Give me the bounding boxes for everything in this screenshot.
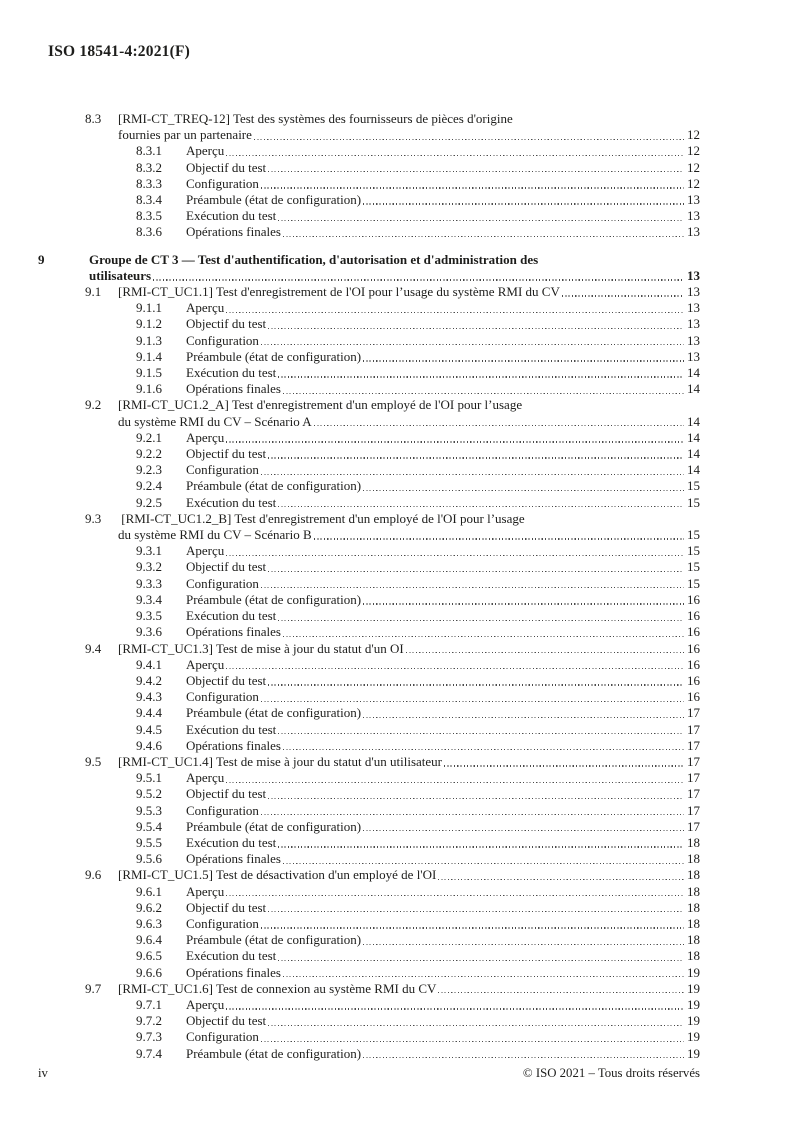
toc-entry-title: Opérations finales <box>186 624 281 640</box>
toc-entry-page-number: 18 <box>687 915 700 931</box>
dot-leader <box>314 425 684 426</box>
toc-entry-number: 9.3 <box>85 510 102 526</box>
toc-entry-number: 9.7.1 <box>136 996 162 1012</box>
toc-entry-9.6[interactable] <box>38 867 700 883</box>
toc-entry-title: Groupe de CT 3 — Test d'authentification, d'autorisation et d'administration des <box>89 251 539 267</box>
toc-entry-page-number: 17 <box>687 818 700 834</box>
toc-entry-9.3[interactable] <box>38 511 700 527</box>
toc-entry-9.2.2[interactable] <box>38 446 700 462</box>
toc-entry-9.1.1[interactable] <box>38 300 700 316</box>
toc-entry-number: 9.4.2 <box>136 672 162 688</box>
toc-entry-number: 9.3.1 <box>136 543 162 559</box>
toc-entry-page-number: 14 <box>687 429 700 445</box>
toc-entry-number: 9.5.1 <box>136 770 162 786</box>
toc-entry-9.3.4[interactable] <box>38 592 700 608</box>
dot-leader <box>283 749 684 750</box>
toc-entry-9.1.3[interactable] <box>38 333 700 349</box>
toc-entry-title: [RMI-CT_UC1.6] Test de connexion au système RMI du CV <box>118 980 437 996</box>
toc-entry-page-number: 12 <box>687 127 700 143</box>
toc-entry-page-number: 16 <box>687 591 700 607</box>
toc-entry-number: 9.7 <box>85 980 102 996</box>
toc-entry-9.5.6[interactable] <box>38 851 700 867</box>
toc-entry-9.4[interactable] <box>38 641 700 657</box>
toc-entry-number: 9 <box>38 251 45 267</box>
toc-entry-9.5.4[interactable] <box>38 819 700 835</box>
dot-leader <box>226 668 684 669</box>
toc-entry-8.3.1[interactable] <box>38 143 700 159</box>
dot-leader <box>278 846 684 847</box>
toc-entry-number: 9.5.4 <box>136 818 162 834</box>
toc-entry-title: Configuration <box>186 175 259 191</box>
toc-entry-page-number: 16 <box>687 672 700 688</box>
toc-entry-number: 8.3.5 <box>136 208 162 224</box>
toc-entry-page-number: 13 <box>687 224 700 240</box>
toc-entry-page-number: 18 <box>687 899 700 915</box>
toc-entry-9.4.2[interactable] <box>38 673 700 689</box>
toc-entry-page-number: 15 <box>687 527 700 543</box>
toc-entry-page-number: 16 <box>687 640 700 656</box>
toc-entry-9.2-cont[interactable] <box>38 414 700 430</box>
toc-entry-number: 9.1.1 <box>136 300 162 316</box>
toc-entry-title: Configuration <box>186 689 259 705</box>
toc-entry-number: 9.1.6 <box>136 381 162 397</box>
page-footer <box>38 1066 700 1081</box>
toc-entry-number: 9.2.1 <box>136 429 162 445</box>
toc-entry-title: Exécution du test <box>186 948 277 964</box>
toc-entry-page-number: 16 <box>687 624 700 640</box>
toc-entry-title: [RMI-CT_UC1.2_B] Test d'enregistrement d'un employé de l'OI pour l’usage <box>118 510 525 526</box>
toc-entry-9.4.6[interactable] <box>38 738 700 754</box>
toc-entry-title: Exécution du test <box>186 494 277 510</box>
dot-leader <box>278 220 684 221</box>
toc-entry-number: 9.2 <box>85 397 102 413</box>
toc-entry-9.4.4[interactable] <box>38 705 700 721</box>
toc-entry-title: Objectif du test <box>186 159 267 175</box>
toc-entry-8.3.3[interactable] <box>38 176 700 192</box>
toc-entry-9.5.3[interactable] <box>38 803 700 819</box>
toc-entry-number: 9.6.6 <box>136 964 162 980</box>
toc-entry-title: Préambule (état de configuration) <box>186 192 362 208</box>
toc-entry-number: 9.3.5 <box>136 608 162 624</box>
toc-entry-page-number: 13 <box>687 267 700 283</box>
toc-entry-page-number: 17 <box>687 737 700 753</box>
dot-leader <box>278 960 684 961</box>
toc-entry-title: Exécution du test <box>186 208 277 224</box>
toc-entry-title: du système RMI du CV – Scénario A <box>118 413 312 429</box>
toc-entry-9.1.6[interactable] <box>38 381 700 397</box>
toc-entry-page-number: 18 <box>687 867 700 883</box>
toc-entry-number: 8.3.3 <box>136 175 162 191</box>
toc-entry-number: 9.7.4 <box>136 1045 162 1061</box>
toc-entry-9.7.4[interactable] <box>38 1046 700 1062</box>
toc-entry-9.4.3[interactable] <box>38 689 700 705</box>
toc-entry-title: Objectif du test <box>186 559 267 575</box>
toc-entry-9.7[interactable] <box>38 981 700 997</box>
toc-entry-page-number: 12 <box>687 175 700 191</box>
dot-leader <box>515 122 697 123</box>
toc-entry-number: 9.6.1 <box>136 883 162 899</box>
toc-entry-title: fournies par un partenaire <box>118 127 252 143</box>
dot-leader <box>283 636 684 637</box>
dot-leader <box>261 187 684 188</box>
toc-entry-page-number: 18 <box>687 948 700 964</box>
toc-entry-title: Objectif du test <box>186 446 267 462</box>
toc-entry-title: Opérations finales <box>186 737 281 753</box>
toc-entry-9.2.5[interactable] <box>38 495 700 511</box>
toc-entry-title: Préambule (état de configuration) <box>186 478 362 494</box>
dot-leader <box>226 441 684 442</box>
toc-entry-page-number: 17 <box>687 802 700 818</box>
dot-leader <box>268 457 684 458</box>
dot-leader <box>268 684 684 685</box>
toc-entry-page-number: 13 <box>687 348 700 364</box>
dot-leader <box>438 992 684 993</box>
dot-leader <box>268 1025 684 1026</box>
toc-entry-9.2.1[interactable] <box>38 430 700 446</box>
toc-entry-title: Exécution du test <box>186 365 277 381</box>
toc-entry-title: [RMI-CT_UC1.1] Test d'enregistrement de l'OI pour l’usage du système RMI du CV <box>118 284 560 300</box>
toc-entry-9.6.6[interactable] <box>38 965 700 981</box>
toc-entry-number: 9.1.2 <box>136 316 162 332</box>
toc-entry-title: Configuration <box>186 575 259 591</box>
toc-entry-title: Préambule (état de configuration) <box>186 591 362 607</box>
toc-entry-9.7.2[interactable] <box>38 1013 700 1029</box>
dot-leader <box>283 236 684 237</box>
toc-entry-8.3.4[interactable] <box>38 192 700 208</box>
toc-entry-9.6.1[interactable] <box>38 884 700 900</box>
dot-leader <box>268 798 684 799</box>
toc-entry-number: 9.6.3 <box>136 915 162 931</box>
toc-entry-page-number: 19 <box>687 980 700 996</box>
toc-entry-page-number: 17 <box>687 786 700 802</box>
toc-entry-8.3.6[interactable] <box>38 224 700 240</box>
toc-entry-page-number: 18 <box>687 932 700 948</box>
toc-entry-title: Opérations finales <box>186 381 281 397</box>
dot-leader <box>562 295 684 296</box>
toc-entry-9.2[interactable] <box>38 397 700 413</box>
toc-entry-page-number: 13 <box>687 284 700 300</box>
toc-entry-number: 8.3.2 <box>136 159 162 175</box>
toc-entry-9.4.1[interactable] <box>38 657 700 673</box>
toc-entry-title: Opérations finales <box>186 851 281 867</box>
dot-leader <box>268 328 684 329</box>
toc-entry-page-number: 17 <box>687 721 700 737</box>
dot-leader <box>524 409 697 410</box>
toc-entry-number: 9.2.2 <box>136 446 162 462</box>
toc-entry-page-number: 18 <box>687 851 700 867</box>
toc-entry-page-number: 14 <box>687 365 700 381</box>
dot-leader <box>261 344 684 345</box>
dot-leader <box>363 944 684 945</box>
dot-leader <box>261 927 684 928</box>
copyright-notice: © ISO 2021 – Tous droits réservés <box>522 1066 700 1080</box>
toc-entry-number: 9.4.1 <box>136 656 162 672</box>
toc-entry-title: Préambule (état de configuration) <box>186 1045 362 1061</box>
toc-entry-number: 9.6 <box>85 867 102 883</box>
toc-entry-9-cont[interactable] <box>38 268 700 284</box>
toc-entry-title: Opérations finales <box>186 964 281 980</box>
toc-entry-9.3.2[interactable] <box>38 559 700 575</box>
toc-entry-number: 8.3 <box>85 111 102 126</box>
toc-entry-title: [RMI-CT_UC1.2_A] Test d'enregistrement d'un employé de l'OI pour l’usage <box>118 397 523 413</box>
toc-entry-number: 9.1.3 <box>136 332 162 348</box>
dot-leader <box>254 139 684 140</box>
toc-entry-9.6.3[interactable] <box>38 916 700 932</box>
toc-entry-page-number: 12 <box>687 159 700 175</box>
toc-entry-title: Objectif du test <box>186 1013 267 1029</box>
toc-entry-page-number: 15 <box>687 494 700 510</box>
dot-leader <box>314 538 684 539</box>
toc-entry-page-number: 18 <box>687 883 700 899</box>
toc-entry-number: 9.4 <box>85 640 102 656</box>
toc-entry-9.3.1[interactable] <box>38 543 700 559</box>
dot-leader <box>278 506 684 507</box>
toc-entry-title: Aperçu <box>186 883 225 899</box>
toc-entry-title: Aperçu <box>186 996 225 1012</box>
toc-entry-page-number: 19 <box>687 1029 700 1045</box>
page-number-roman: iv <box>38 1066 48 1080</box>
toc-entry-page-number: 17 <box>687 770 700 786</box>
toc-entry-page-number: 19 <box>687 964 700 980</box>
toc-entry-number: 9.6.5 <box>136 948 162 964</box>
toc-entry-title: Aperçu <box>186 770 225 786</box>
document-reference: ISO 18541-4:2021(F) <box>48 43 190 60</box>
toc-entry-9.1.2[interactable] <box>38 316 700 332</box>
dot-leader <box>226 895 684 896</box>
toc-entry-title: Exécution du test <box>186 834 277 850</box>
table-of-contents <box>38 111 700 1062</box>
toc-entry-title: Aperçu <box>186 143 225 159</box>
toc-entry-page-number: 19 <box>687 996 700 1012</box>
toc-entry-9.3.3[interactable] <box>38 576 700 592</box>
dot-leader <box>444 765 684 766</box>
toc-entry-number: 9.4.6 <box>136 737 162 753</box>
dot-leader <box>261 814 684 815</box>
toc-entry-9.5.1[interactable] <box>38 770 700 786</box>
toc-entry-page-number: 16 <box>687 689 700 705</box>
toc-entry-title: Objectif du test <box>186 672 267 688</box>
dot-leader <box>283 393 684 394</box>
dot-leader <box>283 976 684 977</box>
toc-entry-number: 9.4.3 <box>136 689 162 705</box>
toc-entry-title: [RMI-CT_UC1.5] Test de désactivation d'un employé de l'OI <box>118 867 437 883</box>
toc-entry-number: 9.7.2 <box>136 1013 162 1029</box>
toc-entry-8.3-cont[interactable] <box>38 127 700 143</box>
toc-entry-9[interactable] <box>38 252 700 268</box>
toc-entry-9.6.2[interactable] <box>38 900 700 916</box>
toc-entry-page-number: 15 <box>687 559 700 575</box>
toc-entry-title: Configuration <box>186 332 259 348</box>
toc-entry-9.6.5[interactable] <box>38 948 700 964</box>
toc-entry-title: Opérations finales <box>186 224 281 240</box>
toc-entry-9.7.1[interactable] <box>38 997 700 1013</box>
toc-entry-number: 9.5.6 <box>136 851 162 867</box>
toc-entry-page-number: 19 <box>687 1045 700 1061</box>
dot-leader <box>226 782 684 783</box>
dot-leader <box>261 701 684 702</box>
dot-leader <box>283 863 684 864</box>
dot-leader <box>406 652 684 653</box>
toc-entry-title: Configuration <box>186 462 259 478</box>
toc-entry-number: 9.4.4 <box>136 705 162 721</box>
dot-leader <box>226 312 684 313</box>
toc-entry-page-number: 12 <box>687 143 700 159</box>
toc-entry-page-number: 18 <box>687 834 700 850</box>
dot-leader <box>261 1041 684 1042</box>
toc-entry-9.1.5[interactable] <box>38 365 700 381</box>
toc-entry-number: 8.3.4 <box>136 192 162 208</box>
toc-entry-page-number: 14 <box>687 413 700 429</box>
toc-entry-title: Préambule (état de configuration) <box>186 932 362 948</box>
dot-leader <box>268 571 684 572</box>
toc-entry-page-number: 14 <box>687 462 700 478</box>
toc-entry-8.3.5[interactable] <box>38 208 700 224</box>
toc-entry-title: Aperçu <box>186 656 225 672</box>
toc-entry-page-number: 17 <box>687 753 700 769</box>
toc-entry-number: 9.3.6 <box>136 624 162 640</box>
toc-entry-9.5.2[interactable] <box>38 786 700 802</box>
toc-entry-number: 9.5 <box>85 753 102 769</box>
toc-entry-number: 9.5.5 <box>136 834 162 850</box>
dot-leader <box>261 587 684 588</box>
toc-entry-9.2.3[interactable] <box>38 462 700 478</box>
toc-entry-number: 9.5.3 <box>136 802 162 818</box>
dot-leader <box>363 360 684 361</box>
dot-leader <box>438 879 684 880</box>
toc-entry-number: 9.6.2 <box>136 899 162 915</box>
dot-leader <box>363 203 684 204</box>
dot-leader <box>261 474 684 475</box>
toc-entry-9.4.5[interactable] <box>38 722 700 738</box>
toc-entry-8.3[interactable] <box>38 111 700 127</box>
dot-leader <box>153 279 684 280</box>
toc-entry-title: Aperçu <box>186 429 225 445</box>
dot-leader <box>268 171 684 172</box>
dot-leader <box>363 717 684 718</box>
dot-leader <box>226 555 684 556</box>
toc-entry-page-number: 14 <box>687 446 700 462</box>
toc-entry-page-number: 13 <box>687 300 700 316</box>
toc-entry-number: 8.3.1 <box>136 143 162 159</box>
dot-leader <box>278 620 684 621</box>
toc-entry-number: 9.2.4 <box>136 478 162 494</box>
toc-entry-number: 9.1.5 <box>136 365 162 381</box>
toc-entry-number: 9.4.5 <box>136 721 162 737</box>
toc-entry-title: Exécution du test <box>186 608 277 624</box>
toc-entry-9.1.4[interactable] <box>38 349 700 365</box>
toc-entry-title: du système RMI du CV – Scénario B <box>118 527 312 543</box>
toc-entry-9.2.4[interactable] <box>38 478 700 494</box>
dot-leader <box>363 490 684 491</box>
dot-leader <box>278 376 684 377</box>
toc-entry-number: 9.5.2 <box>136 786 162 802</box>
toc-entry-title: Aperçu <box>186 300 225 316</box>
toc-entry-number: 9.2.5 <box>136 494 162 510</box>
dot-leader <box>527 522 697 523</box>
toc-entry-number: 9.1.4 <box>136 348 162 364</box>
toc-entry-title: Configuration <box>186 1029 259 1045</box>
toc-entry-title: Aperçu <box>186 543 225 559</box>
toc-entry-9.7.3[interactable] <box>38 1029 700 1045</box>
toc-entry-title: [RMI-CT_TREQ-12] Test des systèmes des fournisseurs de pièces d'origine <box>118 111 513 126</box>
toc-entry-9.3.6[interactable] <box>38 624 700 640</box>
toc-entry-9.1[interactable] <box>38 284 700 300</box>
toc-entry-number: 8.3.6 <box>136 224 162 240</box>
toc-entry-page-number: 13 <box>687 208 700 224</box>
toc-entry-number: 9.6.4 <box>136 932 162 948</box>
dot-leader <box>540 263 697 264</box>
toc-entry-title: [RMI-CT_UC1.3] Test de mise à jour du statut d'un OI <box>118 640 404 656</box>
dot-leader <box>363 1057 684 1058</box>
dot-leader <box>226 155 684 156</box>
toc-entry-title: utilisateurs <box>89 267 152 283</box>
dot-leader <box>268 911 684 912</box>
toc-entry-page-number: 16 <box>687 608 700 624</box>
toc-entry-page-number: 13 <box>687 332 700 348</box>
toc-entry-title: Préambule (état de configuration) <box>186 705 362 721</box>
toc-entry-9.5[interactable] <box>38 754 700 770</box>
toc-entry-page-number: 15 <box>687 543 700 559</box>
toc-entry-title: Objectif du test <box>186 316 267 332</box>
toc-entry-title: Configuration <box>186 915 259 931</box>
toc-entry-9.3-cont[interactable] <box>38 527 700 543</box>
toc-entry-number: 9.2.3 <box>136 462 162 478</box>
dot-leader <box>278 733 684 734</box>
toc-entry-page-number: 16 <box>687 656 700 672</box>
toc-entry-page-number: 15 <box>687 575 700 591</box>
toc-entry-page-number: 13 <box>687 316 700 332</box>
toc-entry-number: 9.1 <box>85 284 102 300</box>
toc-entry-title: Configuration <box>186 802 259 818</box>
toc-entry-9.6.4[interactable] <box>38 932 700 948</box>
toc-entry-title: Préambule (état de configuration) <box>186 348 362 364</box>
dot-leader <box>363 603 684 604</box>
toc-entry-8.3.2[interactable] <box>38 160 700 176</box>
toc-entry-title: Préambule (état de configuration) <box>186 818 362 834</box>
toc-entry-number: 9.3.3 <box>136 575 162 591</box>
toc-entry-number: 9.7.3 <box>136 1029 162 1045</box>
toc-entry-page-number: 15 <box>687 478 700 494</box>
toc-entry-9.5.5[interactable] <box>38 835 700 851</box>
toc-entry-page-number: 19 <box>687 1013 700 1029</box>
toc-entry-title: Objectif du test <box>186 786 267 802</box>
dot-leader <box>226 1008 684 1009</box>
toc-entry-page-number: 14 <box>687 381 700 397</box>
toc-entry-number: 9.3.2 <box>136 559 162 575</box>
dot-leader <box>363 830 684 831</box>
toc-entry-title: Exécution du test <box>186 721 277 737</box>
toc-entry-9.3.5[interactable] <box>38 608 700 624</box>
toc-entry-page-number: 17 <box>687 705 700 721</box>
toc-entry-number: 9.3.4 <box>136 591 162 607</box>
toc-entry-title: Objectif du test <box>186 899 267 915</box>
toc-entry-page-number: 13 <box>687 192 700 208</box>
toc-entry-title: [RMI-CT_UC1.4] Test de mise à jour du statut d'un utilisateur <box>118 753 442 769</box>
